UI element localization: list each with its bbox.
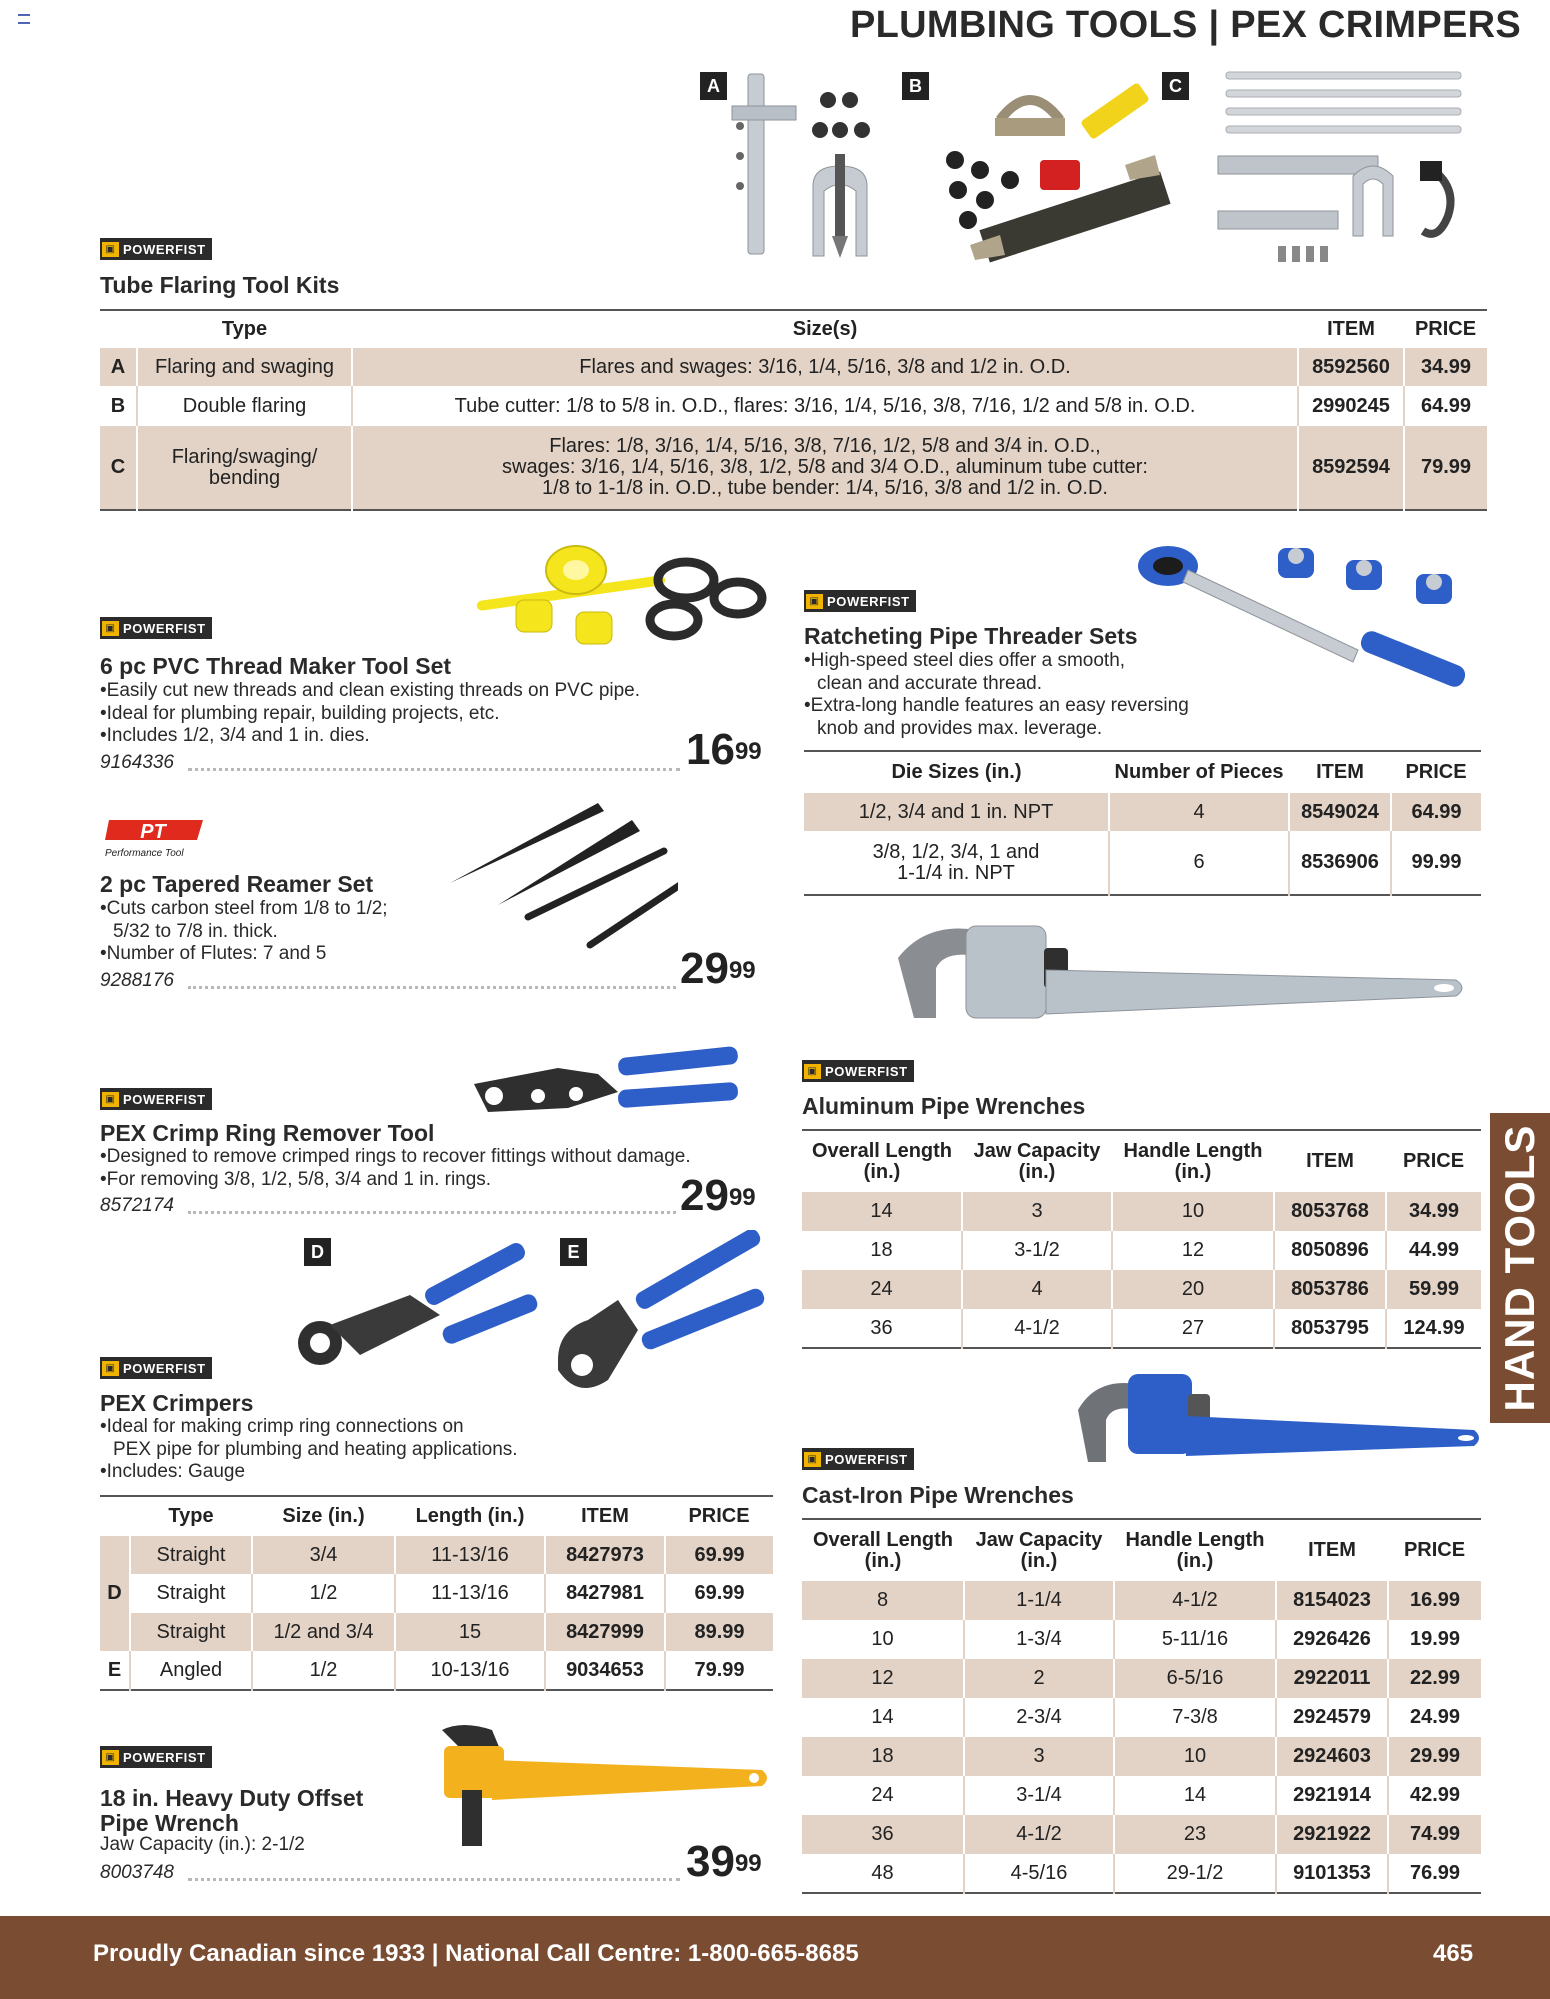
pex-remover-image [468, 1034, 768, 1134]
image-label-b: B [902, 72, 929, 100]
col-overall-length [802, 1130, 962, 1192]
table-row [802, 1309, 1481, 1348]
row-overall: 10 [802, 1620, 964, 1659]
aluminum-table [802, 1129, 1481, 1349]
row-sizes-line: Flares: 1/8, 3/16, 1/4, 5/16, 3/8, 7/16, 1/2, 5/8 and 3/4 in. O.D., [549, 435, 1101, 457]
col-die-sizes: Die Sizes (in.) [891, 761, 1022, 783]
table-row [802, 1659, 1481, 1698]
pvc-title: 6 pc PVC Thread Maker Tool Set [100, 653, 452, 679]
side-tab-label: HAND TOOLS [1496, 1124, 1543, 1412]
row-item: 8050896 [1274, 1231, 1386, 1270]
pvc-price [686, 725, 762, 774]
row-sizes-line: 1/8 to 1-1/8 in. O.D., tube bender: 1/4, 5/16, 3/8 and 1/2 in. O.D. [542, 477, 1108, 499]
badge-text: POWERFIST [123, 1749, 206, 1765]
col-overall-length [802, 1519, 964, 1581]
row-overall: 12 [802, 1659, 964, 1698]
row-handle: 10 [1114, 1737, 1276, 1776]
bullet: •Ideal for plumbing repair, building projects, etc. [100, 702, 500, 724]
row-price: 29.99 [1388, 1737, 1481, 1776]
pex-remover-price [680, 1171, 756, 1220]
bullet: •Designed to remove crimped rings to recover fittings without damage. [100, 1146, 691, 1167]
row-length: 11-13/16 [395, 1536, 545, 1574]
powerfist-logo-icon: ▣ [102, 1750, 119, 1765]
row-jaw: 4-1/2 [962, 1309, 1112, 1348]
col-label: Overall Length [812, 1528, 954, 1551]
row-die-size-line: 3/8, 1/2, 3/4, 1 and [872, 840, 1040, 863]
row-item: 2924603 [1276, 1737, 1388, 1776]
col-type: Type [221, 318, 268, 340]
row-item: 2921922 [1276, 1815, 1388, 1854]
table-row [100, 1651, 773, 1690]
table-row [802, 1776, 1481, 1815]
page-title: PLUMBING TOOLS | PEX CRIMPERS [850, 4, 1522, 46]
powerfist-badge [100, 1746, 212, 1768]
row-price: 34.99 [1404, 348, 1487, 386]
table-row [802, 1854, 1481, 1893]
row-overall: 36 [802, 1815, 964, 1854]
row-key: A [100, 348, 137, 386]
row-item: 8536906 [1289, 831, 1391, 895]
menu-icon [18, 14, 30, 24]
row-item: 2924579 [1276, 1698, 1388, 1737]
table-row [802, 1737, 1481, 1776]
powerfist-badge [804, 590, 916, 612]
pvc-sku: 9164336 [100, 752, 174, 773]
row-handle: 20 [1112, 1270, 1274, 1309]
row-jaw: 4-1/2 [964, 1815, 1114, 1854]
image-label-e: E [560, 1238, 587, 1266]
powerfist-logo-icon: ▣ [102, 1361, 119, 1376]
row-handle: 27 [1112, 1309, 1274, 1348]
row-sizes: Flares and swages: 3/16, 1/4, 5/16, 3/8 and 1/2 in. O.D. [352, 348, 1298, 386]
row-handle: 29-1/2 [1114, 1854, 1276, 1893]
row-size: 1/2 [252, 1651, 395, 1690]
row-price: 24.99 [1409, 1706, 1461, 1728]
bullet-continuation: 5/32 to 7/8 in. thick. [113, 920, 278, 942]
table-header-row [802, 1519, 1481, 1581]
row-overall: 18 [802, 1737, 964, 1776]
col-length: Length (in.) [415, 1505, 525, 1527]
col-label-unit: (in.) [1176, 1549, 1214, 1572]
row-jaw: 1-1/4 [964, 1581, 1114, 1620]
powerfist-logo-icon: ▣ [806, 594, 823, 609]
image-label-a: A [700, 72, 727, 100]
col-jaw-capacity [962, 1130, 1112, 1192]
row-type: Angled [130, 1651, 252, 1690]
table-row [802, 1270, 1481, 1309]
row-overall: 24 [802, 1776, 964, 1815]
row-item: 8053786 [1274, 1270, 1386, 1309]
row-sizes: Tube cutter: 1/8 to 5/8 in. O.D., flares: 3/16, 1/4, 5/16, 3/8, 7/16, 1/2 and 5/8 in. O.D. [352, 386, 1298, 426]
row-price: 64.99 [1420, 394, 1472, 417]
table-row [802, 1192, 1481, 1231]
row-price: 79.99 [1404, 426, 1487, 510]
row-item: 9034653 [545, 1651, 665, 1690]
bullet-continuation: clean and accurate thread. [817, 672, 1042, 694]
cast-iron-pipe-wrench-image [1076, 1370, 1481, 1470]
leader-dots [188, 768, 680, 771]
col-label-unit: (in.) [863, 1160, 901, 1183]
row-price: 124.99 [1403, 1316, 1465, 1339]
row-price: 69.99 [665, 1536, 773, 1574]
pex-remover-title: PEX Crimp Ring Remover Tool [100, 1120, 435, 1146]
table-row [100, 1536, 773, 1574]
row-jaw: 3-1/2 [962, 1231, 1112, 1270]
row-price: 59.99 [1386, 1270, 1481, 1309]
row-price: 76.99 [1409, 1861, 1461, 1884]
row-item: 8427973 [545, 1536, 665, 1574]
row-type-line: bending [208, 466, 281, 489]
section-side-tab [1490, 1113, 1550, 1423]
performance-tool-logo [103, 818, 211, 862]
row-handle: 4-1/2 [1114, 1581, 1276, 1620]
bullet: •Easily cut new threads and clean existing threads on PVC pipe. [100, 680, 641, 701]
row-price: 74.99 [1388, 1815, 1481, 1854]
castiron-title: Cast-Iron Pipe Wrenches [802, 1482, 1074, 1508]
table-row [802, 1815, 1481, 1854]
col-price: PRICE [688, 1505, 750, 1527]
table-row [804, 793, 1481, 831]
powerfist-logo-icon: ▣ [102, 621, 119, 636]
table-row [100, 1613, 773, 1651]
col-size: Size (in.) [282, 1505, 365, 1527]
row-handle: 6-5/16 [1114, 1659, 1276, 1698]
row-handle: 5-11/16 [1114, 1620, 1276, 1659]
row-item: 9101353 [1276, 1854, 1388, 1893]
price-dollars: 29 [680, 1171, 729, 1220]
bullet: •For removing 3/8, 1/2, 5/8, 3/4 and 1 in. rings. [100, 1168, 492, 1190]
col-handle-length [1114, 1519, 1276, 1581]
footer-text: Proudly Canadian since 1933 | National Call Centre: 1-800-665-8685 [93, 1940, 859, 1967]
page-number: 465 [1433, 1940, 1474, 1967]
row-price: 69.99 [694, 1582, 745, 1604]
offset-wrench-sku: 8003748 [100, 1862, 174, 1883]
row-type: Straight [130, 1613, 252, 1651]
pex-crimpers-table [100, 1495, 773, 1691]
table-row [100, 1574, 773, 1613]
bullet: •Number of Flutes: 7 and 5 [100, 943, 327, 964]
row-type [137, 426, 352, 510]
powerfist-badge [100, 238, 212, 260]
row-handle: 7-3/8 [1114, 1698, 1276, 1737]
row-jaw: 3-1/4 [964, 1776, 1114, 1815]
row-jaw: 4 [962, 1270, 1112, 1309]
row-overall: 24 [802, 1270, 962, 1309]
row-pieces: 6 [1109, 831, 1289, 895]
row-overall: 36 [802, 1309, 962, 1348]
row-item: 8592560 [1298, 348, 1404, 386]
row-jaw: 3 [962, 1192, 1112, 1231]
col-price: PRICE [1405, 761, 1467, 783]
threader-title: Ratcheting Pipe Threader Sets [804, 623, 1138, 649]
table-header-row [100, 1496, 773, 1536]
col-label-unit: (in.) [864, 1549, 902, 1572]
row-price: 44.99 [1408, 1239, 1460, 1261]
reamer-title: 2 pc Tapered Reamer Set [100, 871, 374, 897]
pt-logo-letters: PT [140, 821, 166, 843]
col-label: Overall Length [811, 1139, 953, 1162]
col-item: ITEM [1327, 318, 1375, 340]
row-length: 15 [395, 1613, 545, 1651]
col-label-unit: (in.) [1020, 1549, 1058, 1572]
badge-text: POWERFIST [123, 620, 206, 636]
row-type: Straight [130, 1536, 252, 1574]
col-item: ITEM [1316, 761, 1364, 783]
badge-text: POWERFIST [123, 241, 206, 257]
price-cents: 99 [734, 738, 762, 765]
pex-crimper-angled-image [548, 1230, 778, 1400]
row-key: E [100, 1651, 130, 1690]
col-label: Handle Length [1123, 1139, 1263, 1162]
col-item: ITEM [581, 1505, 629, 1527]
flaring-kit-c-image [1208, 66, 1478, 276]
price-cents: 99 [728, 957, 756, 984]
row-price: 89.99 [665, 1613, 773, 1651]
aluminum-pipe-wrench-image [896, 918, 1471, 1028]
table-header-row [802, 1130, 1481, 1192]
reamer-sku: 9288176 [100, 970, 174, 991]
pvc-description [100, 680, 640, 748]
row-price: 22.99 [1388, 1659, 1481, 1698]
row-overall: 14 [802, 1192, 962, 1231]
col-label-unit: (in.) [1018, 1160, 1056, 1183]
col-label-unit: (in.) [1174, 1160, 1212, 1183]
price-dollars: 29 [680, 944, 729, 993]
table-row [802, 1698, 1481, 1737]
castiron-table [802, 1518, 1481, 1894]
row-size: 1/2 [252, 1574, 395, 1613]
row-price: 42.99 [1409, 1784, 1461, 1806]
offset-wrench-title [100, 1786, 363, 1836]
row-overall: 18 [802, 1231, 962, 1270]
row-overall: 8 [802, 1581, 964, 1620]
col-handle-length [1112, 1130, 1274, 1192]
row-sizes [352, 426, 1298, 510]
bullet-continuation: PEX pipe for plumbing and heating applications. [113, 1438, 518, 1460]
reamer-description [100, 898, 388, 966]
col-price: PRICE [1402, 1150, 1465, 1172]
row-size: 1/2 and 3/4 [252, 1613, 395, 1651]
row-die-size [804, 831, 1109, 895]
title-line: 18 in. Heavy Duty Offset [100, 1785, 364, 1811]
badge-text: POWERFIST [825, 1063, 908, 1079]
row-item: 8154023 [1276, 1581, 1388, 1620]
pex-crimper-straight-image [290, 1225, 540, 1370]
row-item: 8549024 [1289, 793, 1391, 831]
row-jaw: 4-5/16 [964, 1854, 1114, 1893]
badge-text: POWERFIST [123, 1091, 206, 1107]
price-cents: 99 [734, 1850, 762, 1877]
reamer-price [680, 944, 756, 993]
row-handle: 10 [1112, 1192, 1274, 1231]
row-die-size-line: 1-1/4 in. NPT [897, 861, 1015, 884]
powerfist-badge [100, 617, 212, 639]
table-row [100, 348, 1487, 386]
col-label: Handle Length [1125, 1528, 1265, 1551]
bullet: •Includes 1/2, 3/4 and 1 in. dies. [100, 725, 370, 746]
threader-table [804, 750, 1481, 896]
row-type: Straight [130, 1574, 252, 1613]
row-jaw: 3 [964, 1737, 1114, 1776]
row-item: 8427981 [545, 1574, 665, 1613]
powerfist-badge [802, 1060, 914, 1082]
col-price: PRICE [1403, 1539, 1466, 1561]
threader-description [804, 650, 1189, 740]
pex-crimpers-description [100, 1416, 518, 1484]
row-item: 2922011 [1276, 1659, 1388, 1698]
row-size: 3/4 [252, 1536, 395, 1574]
table-row [802, 1620, 1481, 1659]
col-type: Type [168, 1505, 214, 1527]
col-label: Jaw Capacity [975, 1528, 1103, 1551]
col-price: PRICE [1414, 318, 1477, 340]
powerfist-badge [100, 1088, 212, 1110]
leader-dots [188, 986, 676, 989]
row-item: 2990245 [1298, 386, 1404, 426]
bullet-continuation: knob and provides max. leverage. [817, 717, 1103, 739]
row-item: 2921914 [1276, 1776, 1388, 1815]
row-item: 8592594 [1298, 426, 1404, 510]
offset-wrench-price [686, 1837, 762, 1886]
pvc-thread-maker-image [476, 540, 776, 655]
tapered-reamer-image [448, 795, 678, 955]
powerfist-logo-icon: ▣ [102, 242, 119, 257]
offset-pipe-wrench-image [432, 1720, 772, 1850]
col-pieces: Number of Pieces [1114, 761, 1284, 783]
row-length: 10-13/16 [395, 1651, 545, 1690]
row-price: 34.99 [1386, 1192, 1481, 1231]
row-item: 8427999 [545, 1613, 665, 1651]
title-line: Pipe Wrench [100, 1810, 239, 1836]
table-row [804, 831, 1481, 895]
row-length: 11-13/16 [395, 1574, 545, 1613]
row-handle: 23 [1114, 1815, 1276, 1854]
bullet: •Cuts carbon steel from 1/8 to 1/2; [100, 898, 388, 919]
pex-remover-description [100, 1146, 691, 1191]
row-handle: 14 [1114, 1776, 1276, 1815]
row-jaw: 2 [964, 1659, 1114, 1698]
price-dollars: 39 [686, 1837, 735, 1886]
row-price: 99.99 [1411, 851, 1462, 873]
row-type-line: Flaring/swaging/ [171, 445, 318, 468]
row-key: D [100, 1536, 130, 1651]
image-label-c: C [1162, 72, 1189, 100]
pex-crimpers-title: PEX Crimpers [100, 1390, 254, 1416]
col-item: ITEM [1306, 1150, 1354, 1172]
row-item: 2926426 [1276, 1620, 1388, 1659]
row-jaw: 2-3/4 [964, 1698, 1114, 1737]
row-item: 8053768 [1274, 1192, 1386, 1231]
flaring-kit-b-image [940, 70, 1180, 285]
aluminum-title: Aluminum Pipe Wrenches [802, 1093, 1086, 1119]
row-jaw: 1-3/4 [964, 1620, 1114, 1659]
table-header-row [100, 310, 1487, 348]
row-key: B [100, 386, 137, 426]
row-pieces: 4 [1109, 793, 1289, 831]
leader-dots [188, 1211, 676, 1214]
row-price: 16.99 [1388, 1581, 1481, 1620]
row-price: 79.99 [694, 1658, 745, 1681]
image-label-d: D [304, 1238, 331, 1266]
table-row [802, 1581, 1481, 1620]
offset-wrench-spec: Jaw Capacity (in.): 2-1/2 [100, 1834, 305, 1855]
row-die-size: 1/2, 3/4 and 1 in. NPT [804, 793, 1109, 831]
powerfist-logo-icon: ▣ [804, 1452, 821, 1467]
pex-remover-sku: 8572174 [100, 1195, 174, 1216]
col-item: ITEM [1308, 1539, 1356, 1561]
bullet: •High-speed steel dies offer a smooth, [804, 650, 1126, 671]
row-price: 64.99 [1391, 793, 1481, 831]
table-row [100, 386, 1487, 426]
flaring-table [100, 309, 1487, 511]
flaring-title: Tube Flaring Tool Kits [100, 272, 340, 298]
col-jaw-capacity [964, 1519, 1114, 1581]
row-overall: 48 [802, 1854, 964, 1893]
bullet: •Extra-long handle features an easy reversing [804, 695, 1189, 716]
row-type: Flaring and swaging [137, 348, 352, 386]
col-label: Jaw Capacity [973, 1139, 1101, 1162]
badge-text: POWERFIST [123, 1360, 206, 1376]
price-cents: 99 [728, 1184, 756, 1211]
row-key: C [100, 426, 137, 510]
row-type: Double flaring [137, 386, 352, 426]
row-price: 19.99 [1409, 1628, 1461, 1650]
table-row [802, 1231, 1481, 1270]
leader-dots [188, 1878, 680, 1881]
powerfist-badge [100, 1357, 212, 1379]
col-sizes: Size(s) [792, 318, 858, 340]
footer-bar [0, 1916, 1550, 1999]
table-row [100, 426, 1487, 510]
powerfist-badge [802, 1448, 914, 1470]
row-handle: 12 [1112, 1231, 1274, 1270]
powerfist-logo-icon: ▣ [102, 1092, 119, 1107]
powerfist-logo-icon: ▣ [804, 1064, 821, 1079]
row-sizes-line: swages: 3/16, 1/4, 5/16, 3/8, 1/2, 5/8 and 3/4 O.D., aluminum tube cutter: [502, 456, 1148, 478]
row-item: 8053795 [1274, 1309, 1386, 1348]
flaring-kit-a-image [728, 66, 910, 266]
bullet: •Includes: Gauge [100, 1461, 246, 1482]
bullet: •Ideal for making crimp ring connections on [100, 1416, 464, 1437]
badge-text: POWERFIST [825, 1451, 908, 1467]
price-dollars: 16 [686, 725, 735, 774]
pt-logo-tagline: Performance Tool [105, 848, 184, 859]
row-overall: 14 [802, 1698, 964, 1737]
badge-text: POWERFIST [827, 593, 910, 609]
table-header-row [804, 751, 1481, 793]
